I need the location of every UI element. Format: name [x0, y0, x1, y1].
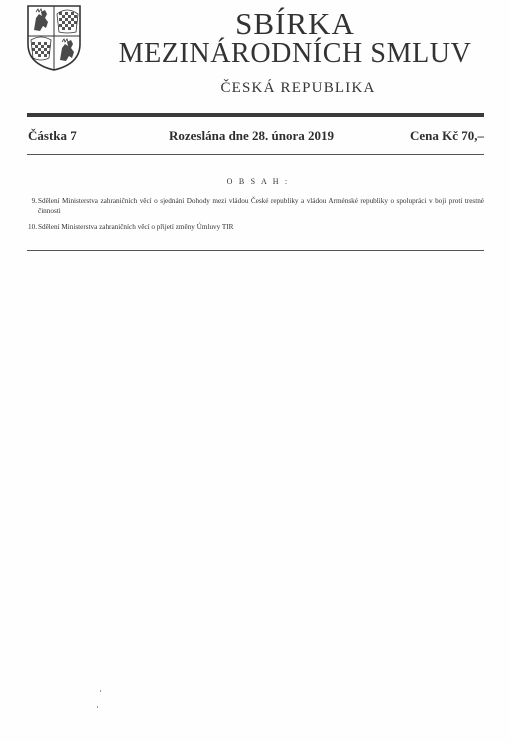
- publication-title-line1: SBÍRKA: [235, 6, 355, 41]
- toc-item-number: 10.: [28, 223, 37, 231]
- scan-speck: [97, 706, 98, 708]
- meta-divider: [27, 154, 484, 155]
- publication-subtitle: ČESKÁ REPUBLIKA: [220, 80, 376, 96]
- toc-item: [27, 223, 484, 233]
- contents-heading: O B S A H :: [226, 177, 290, 186]
- toc-item-text: Sdělení Ministerstva zahraničních věcí o sjednání Dohody mezi vládou České republiky a vládou Arménské republiky o spolupráci v boji proti trestné činnosti: [38, 197, 484, 215]
- header-divider: [27, 113, 484, 117]
- table-of-contents: [27, 197, 484, 240]
- toc-item-text: Sdělení Ministerstva zahraničních věcí o přijetí změny Úmluvy TIR: [38, 223, 234, 231]
- issue-price: Cena Kč 70,–: [409, 128, 484, 143]
- scan-speck: [100, 690, 101, 692]
- publication-title-line2: MEZINÁRODNÍCH SMLUV: [118, 38, 472, 69]
- issue-number: Částka 7: [28, 128, 77, 143]
- toc-item-number: 9.: [31, 197, 37, 205]
- publication-date: Rozeslána dne 28. února 2019: [169, 128, 335, 143]
- issue-meta-row: [27, 128, 484, 144]
- contents-divider: [27, 250, 484, 251]
- toc-item: [27, 197, 484, 216]
